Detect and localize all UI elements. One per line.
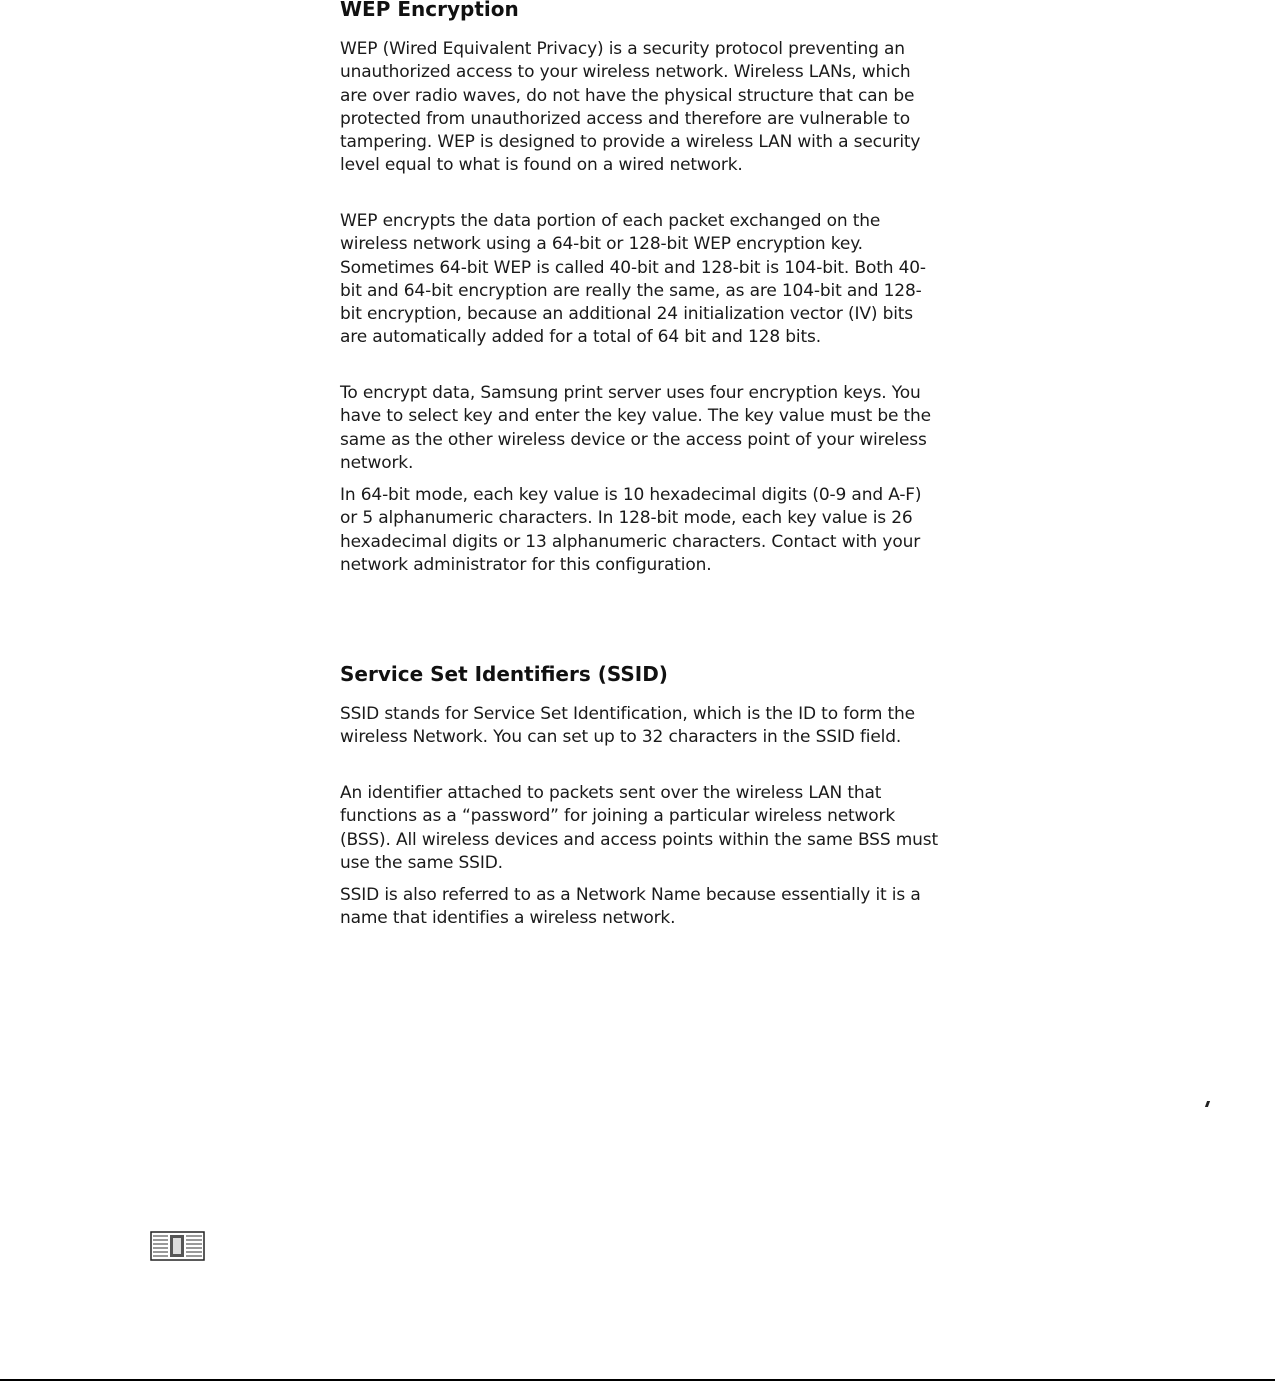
section-title-ssid: Service Set Identifiers (SSID) — [340, 662, 668, 686]
page-number-badge-icon — [150, 1231, 205, 1261]
wep-paragraph-3: To encrypt data, Samsung print server uses four encryption keys. You have to select key and enter the key value. The key value must be the same as the other wireless device or the access point of your wireless network. — [340, 383, 931, 473]
wep-paragraph-1: WEP (Wired Equivalent Privacy) is a security protocol preventing an unauthorized access to your wireless network. Wireless LANs, which are over radio waves, do not have the physical structure that can be protected from unauthorized access and therefore are vulnerable to tampering. WEP is designed to provide a wireless LAN with a security level equal to what is found on a wired network. — [340, 39, 921, 176]
wep-paragraph-2: WEP encrypts the data portion of each packet exchanged on the wireless network using a 64-bit or 128-bit WEP encryption key. Sometimes 64-bit WEP is called 40-bit and 128-bit is 104-bit. Both 40-bit and 64-bit encryption are really the same, as are 104-bit and 128-bit encryption, because an additional 24 initialization vector (IV) bits are automatically added for a total of 64 bit and 128 bits. — [340, 211, 926, 348]
stray-mark — [1205, 1101, 1210, 1107]
wep-paragraph-4: In 64-bit mode, each key value is 10 hexadecimal digits (0-9 and A-F) or 5 alphanumeric characters. In 128-bit mode, each key value is 26 hexadecimal digits or 13 alphanumeric characters. Contact with your network administrator for this configuration. — [340, 485, 922, 575]
ssid-paragraph-3: SSID is also referred to as a Network Name because essentially it is a name that identifies a wireless network. — [340, 885, 921, 929]
ssid-paragraph-1: SSID stands for Service Set Identification, which is the ID to form the wireless Network. You can set up to 32 characters in the SSID field. — [340, 704, 915, 748]
ssid-paragraph-2: An identifier attached to packets sent over the wireless LAN that functions as a “password” for joining a particular wireless network (BSS). All wireless devices and access points within the same BSS must use the same SSID. — [340, 783, 938, 873]
section-title-wep-encryption: WEP Encryption — [340, 0, 519, 21]
